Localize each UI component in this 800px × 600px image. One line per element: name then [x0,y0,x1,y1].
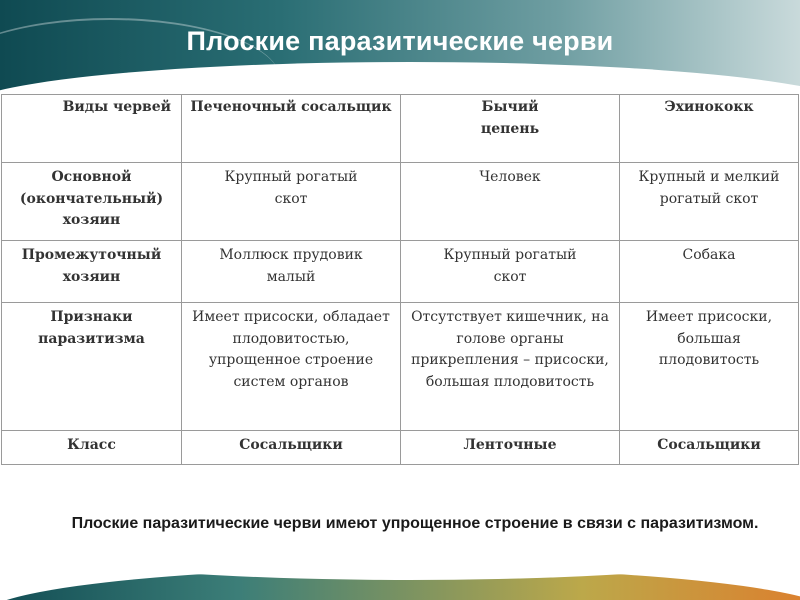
table-cell: Моллюск прудовик малый [182,241,401,303]
page-title: Плоские паразитические черви [186,26,614,56]
table-row [2,163,799,241]
table-header-row [2,95,799,163]
header-cell-beef-tapeworm: Бычий цепень [401,95,620,163]
table-row [2,241,799,303]
table-cell: Крупный и мелкий рогатый скот [620,163,799,241]
table-row [2,303,799,431]
row-label-primary-host: Основной (окончательный) хозяин [2,163,182,241]
table-cell: Отсутствует кишечник, на голове органы прикрепления – присоски, большая плодовитость [401,303,620,431]
row-label-intermediate-host: Промежуточный хозяин [2,241,182,303]
table-cell: Крупный рогатый скот [401,241,620,303]
table-cell: Собака [620,241,799,303]
footer-decoration [0,560,800,600]
conclusion-text: Плоские паразитические черви имеют упрощенное строение в связи с паразитизмом. [71,515,759,532]
table-row [2,431,799,465]
table-cell: Имеет присоски, большая плодовитость [620,303,799,431]
worms-comparison-table [1,94,799,465]
table-cell: Сосальщики [182,431,401,465]
table-cell: Сосальщики [620,431,799,465]
table-cell: Ленточные [401,431,620,465]
header-cell-species: Виды червей [2,95,182,163]
table-cell: Имеет присоски, обладает плодовитостью, упрощенное строение систем органов [182,303,401,431]
header-cell-liver-fluke: Печеночный сосальщик [182,95,401,163]
row-label-parasitism-signs: Признаки паразитизма [2,303,182,431]
header-cell-echinococcus: Эхинококк [620,95,799,163]
footer-mask [0,560,800,580]
table-cell: Человек [401,163,620,241]
table-cell: Крупный рогатый скот [182,163,401,241]
row-label-class: Класс [2,431,182,465]
